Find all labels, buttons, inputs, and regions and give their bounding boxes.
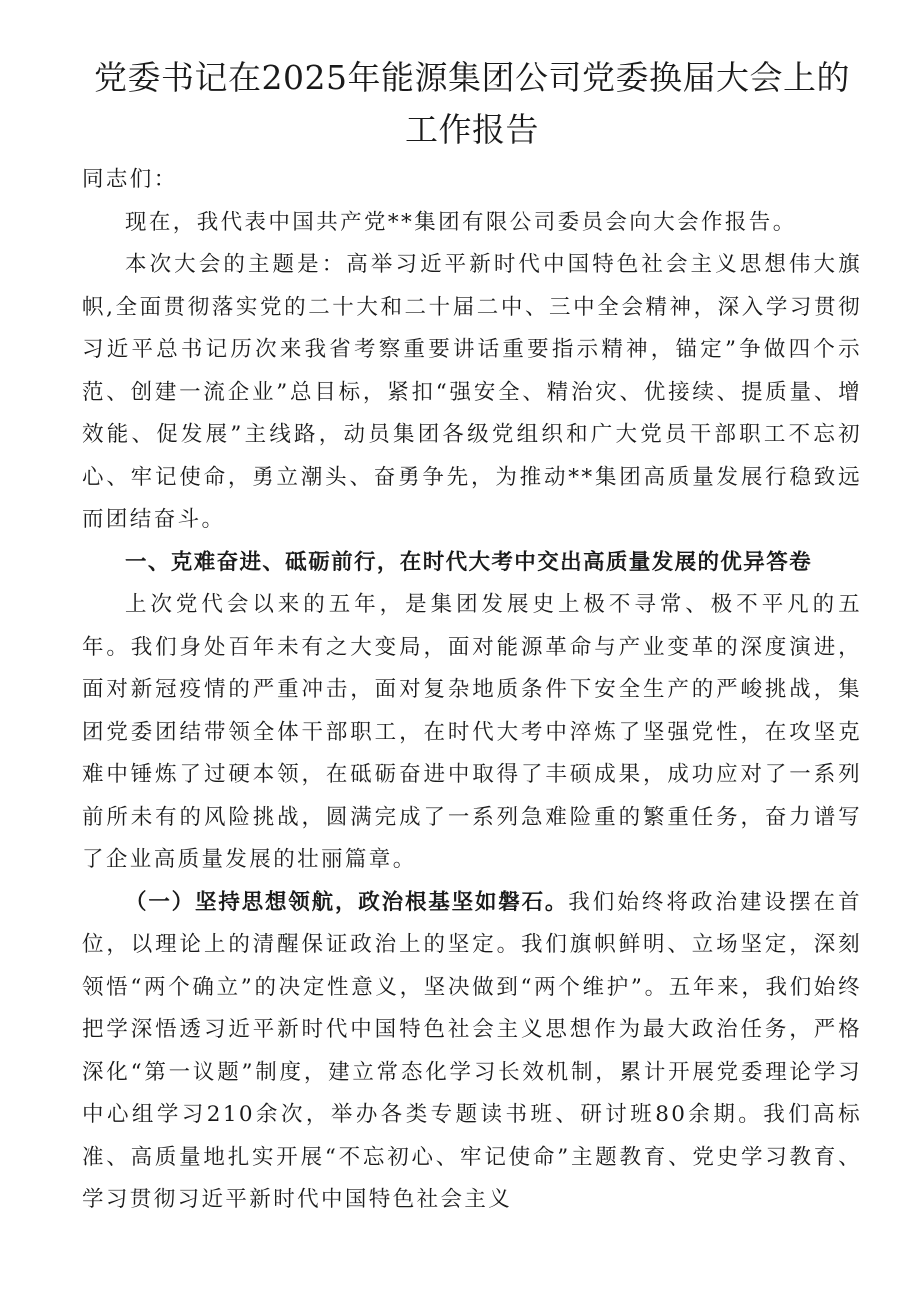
subsection-1-body: 我们始终将政治建设摆在首位，以理论上的清醒保证政治上的坚定。我们旗帜鲜明、立场坚定，深刻领悟“两个确立”的决定性意义，坚决做到“两个维护”。五年来，我们始终把学深悟透习近平新时代中国特色社会主义思想作为最大政治任务，严格深化“第一议题”制度，建立常态化学习长效机制，累计开展党委理论学习中心组学习210余次，举办各类专题读书班、研讨班80余期。我们高标准、高质量地扎实开展“不忘初心、牢记使命”主题教育、党史学习教育、学习贯彻习近平新时代中国特色社会主义 [82,889,862,1212]
intro-paragraph: 现在，我代表中国共产党**集团有限公司委员会向大会作报告。 [125,209,797,235]
subsection-1-paragraph [82,882,862,1222]
document-title: 党委书记在2025年能源集团公司党委换届大会上的工作报告 [94,58,850,149]
subsection-1-lead: （一）坚持思想领航，政治根基坚如磐石。 [125,889,569,915]
section-heading-1: 一、克难奋进、砥砺前行，在时代大考中交出高质量发展的优异答卷 [125,549,813,575]
salutation: 同志们： [82,167,178,192]
theme-paragraph: 本次大会的主题是：高举习近平新时代中国特色社会主义思想伟大旗帜,全面贯彻落实党的二十大和二十届二中、三中全会精神，深入学习贯彻习近平总书记历次来我省考察重要讲话重要指示精神，锚定”争做四个示范、创建一流企业”总目标，紧扣“强安全、精治灾、优接续、提质量、增效能、促发展”主线路，动员集团各级党组织和广大党员干部职工不忘初心、牢记使命，勇立潮头、奋勇争先，为推动**集团高质量发展行稳致远而团结奋斗。 [82,252,862,532]
section-1-paragraph: 上次党代会以来的五年，是集团发展史上极不寻常、极不平凡的五年。我们身处百年未有之大变局，面对能源革命与产业变革的深度演进，面对新冠疫情的严重冲击，面对复杂地质条件下安全生产的严峻挑战，集团党委团结带领全体干部职工，在时代大考中淬炼了坚强党性，在攻坚克难中锤炼了过硬本领，在砥砺奋进中取得了丰硕成果，成功应对了一系列前所未有的风险挑战，圆满完成了一系列急难险重的繁重任务，奋力谱写了企业高质量发展的壮丽篇章。 [82,592,862,872]
